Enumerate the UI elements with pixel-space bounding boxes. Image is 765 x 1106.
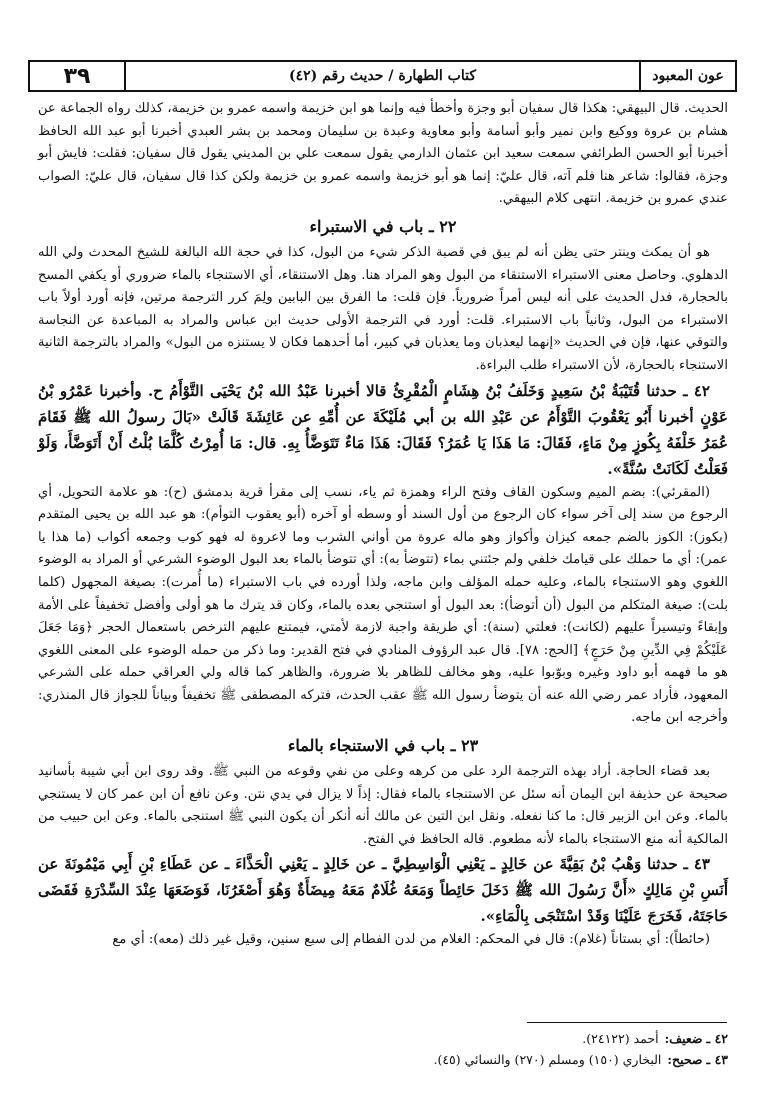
paragraph-commentary-3: (المقرئي): بضم الميم وسكون القاف وفتح الراء وهمزة ثم ياء، نسب إلى مقرأ قرية بدمشق (ح): هو علامة التحويل، أي الرجوع من سند إلى آخر سواء كان الرجوع من أول السند أو وسطه أو آخره (أبو يعقوب التوأم): هو عبد الله بن يحيى المتقدم (بكوز): الكوز بالضم جمعه كيزان وأكواز وهو ماله عروة من أواني الشرب وما لاعروة له فهو كوب وجمعه أكواب (ما هذا يا عمر): أي ما حملك على قيامك خلفي ولم جئتني بماء (تتوضأ به): أي تتوضأ بالماء بعد البول الوضوء الشرعي أو المراد به الوضوء اللغوي وهو الاستنجاء بالماء، وعليه حمله المؤلف وابن ماجه، ولذا أورده في باب الاستبراء (ما أُمرت): بصيغة المجهول (كلما بلت): صيغة المتكلم من البول (أن أتوضأ): بعد البول أو استنجي بعده بالماء، وكان قد يترك ما هو أولى وأفضل تخفيفاً على الأمة وإبقاءً وتيسيراً عليهم (لكانت): فعلتي (سنة): أي طريقة واجبة لازمة لأمتي، فيمتنع عليهم الترخص باستعمال الحجر ﴿وَمَا جَعَلَ عَلَيْكُمْ فِي الدِّينِ مِنْ حَرَجٍ﴾ [الحج: ٧٨]. قال عبد الرؤوف المنادي في فتح القدير: وما ذكر من حمله الوضوء على المعنى اللغوي هو ما فهمه أبو داود وغيره وبوّبوا عليه، وهو مخالف للظاهر بلا ضرورة، والظاهر كما قاله ولي العراقي حمله على الشرعي المعهود، فأراد عمر رضي الله عنه أن يتوضأ رسول الله ﷺ عقب الحدث، فتركه المصطفى ﷺ تخفيفاً وبياناً للجواز قال المنذري: وأخرجه ابن ماجه. xyxy=(38,484,728,726)
page-number: ٣٩ xyxy=(30,62,126,90)
chapter-heading-22: ٢٢ ـ باب في الاستبراء xyxy=(309,216,457,236)
footnote-42 xyxy=(38,1028,728,1049)
paragraph-commentary-4: بعد قضاء الحاجة. أراد بهذه الترجمة الرد على من كرهه وعلى من نفي وقوعه من النبي ﷺ. وقد روى ابن أبي شيبة بأسانيد صحيحة عن حذيفة ابن اليمان أنه سئل عن الاستنجاء بالماء فقال: إذاً لا يزال في يدي نتن. وعن نافع أن ابن عمر كان لا يستنجي بالماء. وعن ابن الزبير قال: ما كنا نفعله. ونقل ابن التين عن مالك أنه أنكر أن يكون النبي ﷺ استنجى بالماء. وعن ابن حبيب من المالكية أنه منع الاستنجاء بالماء لأنه مطعوم. قاله الحافظ في الفتح. xyxy=(38,764,728,847)
footnote-grade: ضعيف: xyxy=(664,1031,703,1046)
footnote-divider xyxy=(527,1022,727,1023)
footnote-43 xyxy=(38,1049,728,1070)
main-text xyxy=(38,98,728,952)
book-title: عون المعبود xyxy=(639,62,735,90)
footnote-text: البخاري (١٥٠) ومسلم (٢٧٠) والنسائي (٤٥). xyxy=(433,1052,662,1067)
chapter-heading-23: ٢٣ ـ باب في الاستنجاء بالماء xyxy=(287,736,479,756)
running-header xyxy=(28,60,737,92)
footnote-text: أحمد (٢٤١٢٢). xyxy=(582,1031,659,1046)
paragraph-commentary-5: (حائطاً): أي بستاناً (غلام): قال في المحكم: الغلام من لدن الفطام إلى سبع سنين، وقيل غير ذلك (معه): أي مع xyxy=(112,932,710,948)
hadith-42: ٤٢ ـ حدثنا قُتَيْبَةُ بْنُ سَعِيدٍ وَخَلَفُ بْنُ هِشَامٍ الْمُقْرِئُ قالا أخبرنا عَبْدُ الله بْنُ يَحْيَى التَّوْأَمُ ح. وأخبرنا عَمْرُو بْنُ عَوْنٍ أخبرنا أَبُو يَعْقُوبَ التَّوْأَمُ عن عَبْدِ الله بن أبي مُلَيْكَةَ عن أُمِّهِ عن عَائِشَةَ قَالَتْ «بَالَ رسولُ الله ﷺ فَقَامَ عُمَرُ خَلْفَهُ بِكُوزٍ مِنْ مَاءٍ، فَقَالَ: مَا هَذَا يَا عُمَرُ؟ فَقَالَ: هَذَا مَاءٌ تَتَوَضَّأُ بِهِ. قال: مَا أُمِرْتُ كُلَّمَا بُلْتُ أَنْ أَتَوَضَّأَ، وَلَوْ فَعَلْتُ لَكَانَتْ سُنَّةً». xyxy=(38,381,728,478)
footnote-number: ٤٢ ـ xyxy=(706,1031,728,1046)
hadith-43: ٤٣ ـ حدثنا وَهْبُ بْنُ بَقِيَّةَ عن خَالِدٍ ـ يَعْنِي الْوَاسِطِيَّ ـ عن خَالِدٍ ـ يَعْنِي الْحَذَّاءَ ـ عن عَطَاءِ بْنِ أَبِي مَيْمُونَةَ عن أَنَسِ بْنِ مَالِكٍ «أَنَّ رَسُولَ الله ﷺ دَخَلَ حَائِطاً وَمَعَهُ غُلَامٌ مَعَهُ مِيضَأَةٌ وَهُوَ أَصْغَرُنَا، فَوَضَعَهَا عِنْدَ السِّدْرَةِ فَقَضَى حَاجَتَهُ، فَخَرَجَ عَلَيْنَا وَقَدْ اسْتَنْجَى بِالْمَاءِ». xyxy=(38,855,728,926)
footnote-number: ٤٣ ـ xyxy=(706,1052,728,1067)
footnote-grade: صحيح: xyxy=(667,1052,703,1067)
paragraph-commentary-1: الحديث. قال البيهقي: هكذا قال سفيان أبو وجزة وأخطأ فيه وإنما هو ابن خزيمة واسمه عمرو بن خزيمة، كذلك رواه الجماعة عن هشام بن عروة ووكيع وابن نمير وأبو أسامة وأبو معاوية وعبدة بن سليمان ومحمد بن بشر العبدي أخبرنا أبو عبد الله الحافظ أخبرنا أبو الحسن الطرائفي سمعت سعيد ابن عثمان الدارمي يقول سمعت علي بن المديني يقول قال سفيان: فقلت: فايش أبو وجزة، فقالوا: شاعر هنا فلم آته، قال عليّ: إنما هو أبو خزيمة واسمه عمرو بن خزيمة ولكن كذا قال سفيان، قال عليّ: الصواب عندي عمرو بن خزيمة. انتهى كلام البيهقي. xyxy=(38,101,728,207)
footnotes xyxy=(38,1028,728,1070)
paragraph-commentary-2: هو أن يمكث وينتر حتى يظن أنه لم يبق في قصبة الذكر شيء من البول، كذا في حجة الله البالغة للشيخ المحدث ولي الله الدهلوي. وحاصل معنى الاستبراء الاستنقاء من البول وهو المراد هنا. وهل الاستنقاء، أي الاستنجاء بالماء ضروري أو يكفي المسح بالحجارة، فدل الحديث على أنه ليس أمراً ضرورياً. فإن قلت: ما الفرق بين البابين ولِمَ كرر الترجمة مرتين، فإنه أورد أولاً باب الاستبراء من البول، وثانياً باب الاستبراء. قلت: أورد في الترجمة الأولى حديث ابن عباس والمراد به المباعدة عن النجاسة والتوقي عنها، فإن في الحديث «إنهما ليعذبان وما يعذبان في كبير، أما أحدهما فكان لا يستنزه من البول» والمراد بالترجمة الثانية الاستنجاء بالحجارة، لأن الاستبراء طلب البراءة. xyxy=(38,244,728,373)
chapter-title: كتاب الطهارة / حديث رقم (٤٢) xyxy=(289,68,476,84)
